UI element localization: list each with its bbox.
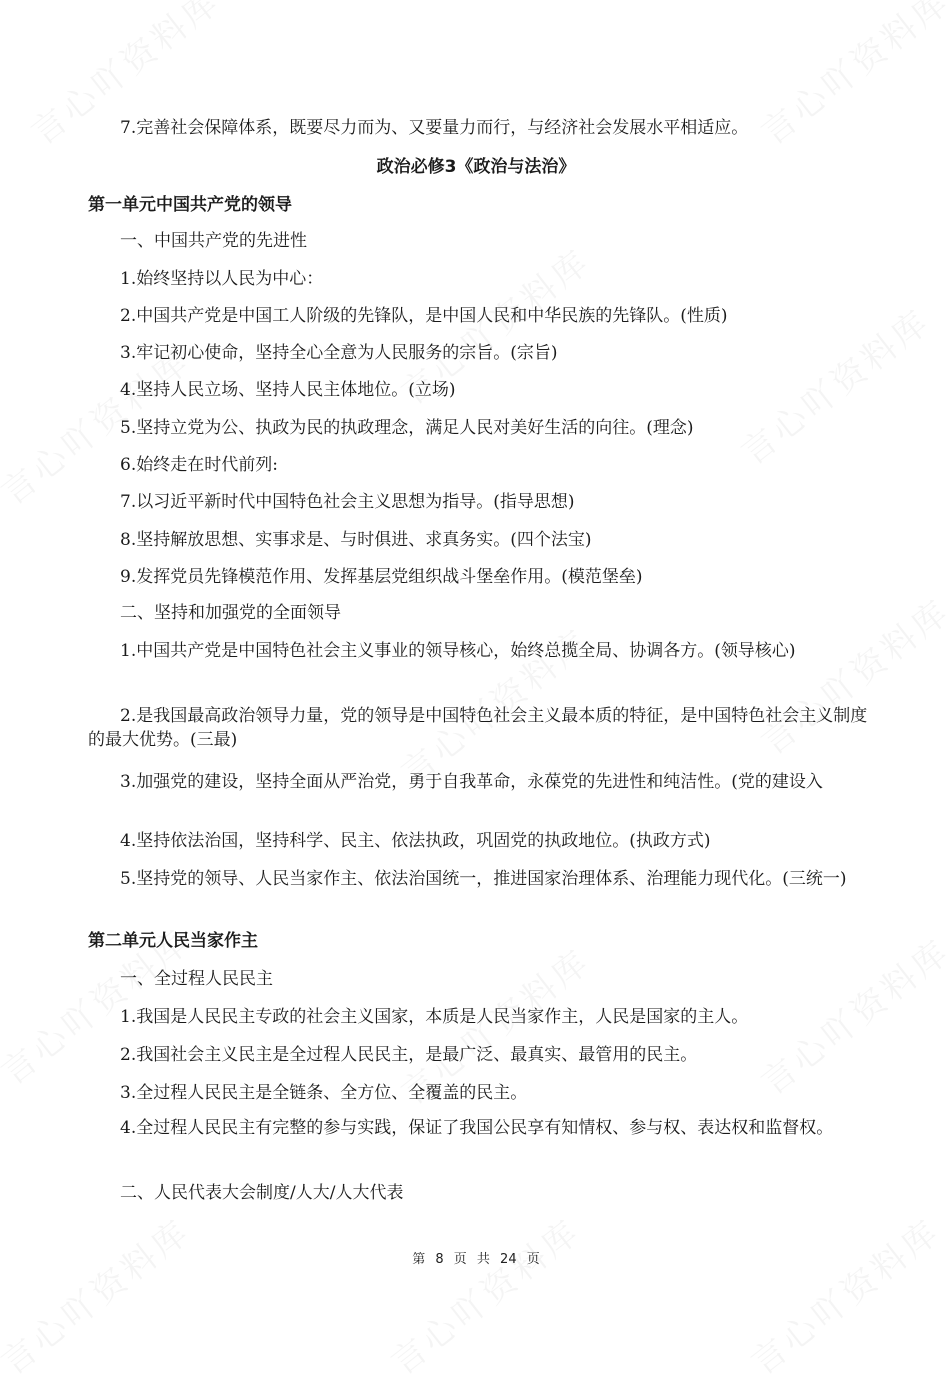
- unit-heading: 第二单元人民当家作主: [88, 931, 258, 951]
- list-item: 2.中国共产党是中国工人阶级的先锋队，是中国人民和中华民族的先锋队。(性质): [120, 306, 728, 326]
- list-item: 3.全过程人民民主是全链条、全方位、全覆盖的民主。: [120, 1083, 528, 1103]
- watermark: [739, 1205, 949, 1384]
- list-item: 2.是我国最高政治领导力量，党的领导是中国特色社会主义最本质的特征，是中国特色社会主义制度的最大优势。(三最): [88, 706, 868, 750]
- section-title: 政治必修3《政治与法治》: [376, 157, 576, 177]
- watermark: [379, 1205, 589, 1384]
- list-item: 1.我国是人民民主专政的社会主义国家，本质是人民当家作主，人民是国家的主人。: [120, 1007, 749, 1027]
- list-item: 1.中国共产党是中国特色社会主义事业的领导核心，始终总揽全局、协调各方。(领导核心): [120, 641, 796, 661]
- list-item: 4.全过程人民民主有完整的参与实践，保证了我国公民享有知情权、参与权、表达权和监督权。: [120, 1118, 834, 1138]
- list-item: 5.坚持立党为公、执政为民的执政理念，满足人民对美好生活的向往。(理念): [120, 418, 694, 438]
- list-item: 7.以习近平新时代中国特色社会主义思想为指导。(指导思想): [120, 492, 575, 512]
- list-item: 3.牢记初心使命，坚持全心全意为人民服务的宗旨。(宗旨): [120, 343, 558, 363]
- list-item: 6.始终走在时代前列:: [120, 455, 278, 475]
- watermark: [0, 1205, 199, 1384]
- list-item: 1.始终坚持以人民为中心：: [120, 269, 324, 289]
- list-item: 7.完善社会保障体系，既要尽力而为、又要量力而行，与经济社会发展水平相适应。: [120, 118, 749, 138]
- list-item: 3.加强党的建设，坚持全面从严治党，勇于自我革命，永葆党的先进性和纯洁性。(党的建设入: [120, 772, 823, 792]
- subsection-heading: 二、坚持和加强党的全面领导: [120, 603, 341, 623]
- list-item: 2.我国社会主义民主是全过程人民民主，是最广泛、最真实、最管用的民主。: [120, 1045, 698, 1065]
- list-item: 9.发挥党员先锋模范作用、发挥基层党组织战斗堡垒作用。(模范堡垒): [120, 567, 643, 587]
- subsection-heading: 一、中国共产党的先进性: [120, 231, 307, 251]
- list-item: 5.坚持党的领导、人民当家作主、依法治国统一，推进国家治理体系、治理能力现代化。(三统一): [120, 869, 847, 889]
- unit-heading: 第一单元中国共产党的领导: [88, 195, 292, 215]
- subsection-heading: 二、人民代表大会制度/人大/人大代表: [120, 1183, 404, 1203]
- page-footer: 第 8 页 共 24 页: [412, 1252, 540, 1267]
- list-item: 8.坚持解放思想、实事求是、与时俱进、求真务实。(四个法宝): [120, 530, 592, 550]
- subsection-heading: 一、全过程人民民主: [120, 969, 273, 989]
- list-item: 4.坚持依法治国，坚持科学、民主、依法执政，巩固党的执政地位。(执政方式): [120, 831, 711, 851]
- list-item: 4.坚持人民立场、坚持人民主体地位。(立场): [120, 380, 456, 400]
